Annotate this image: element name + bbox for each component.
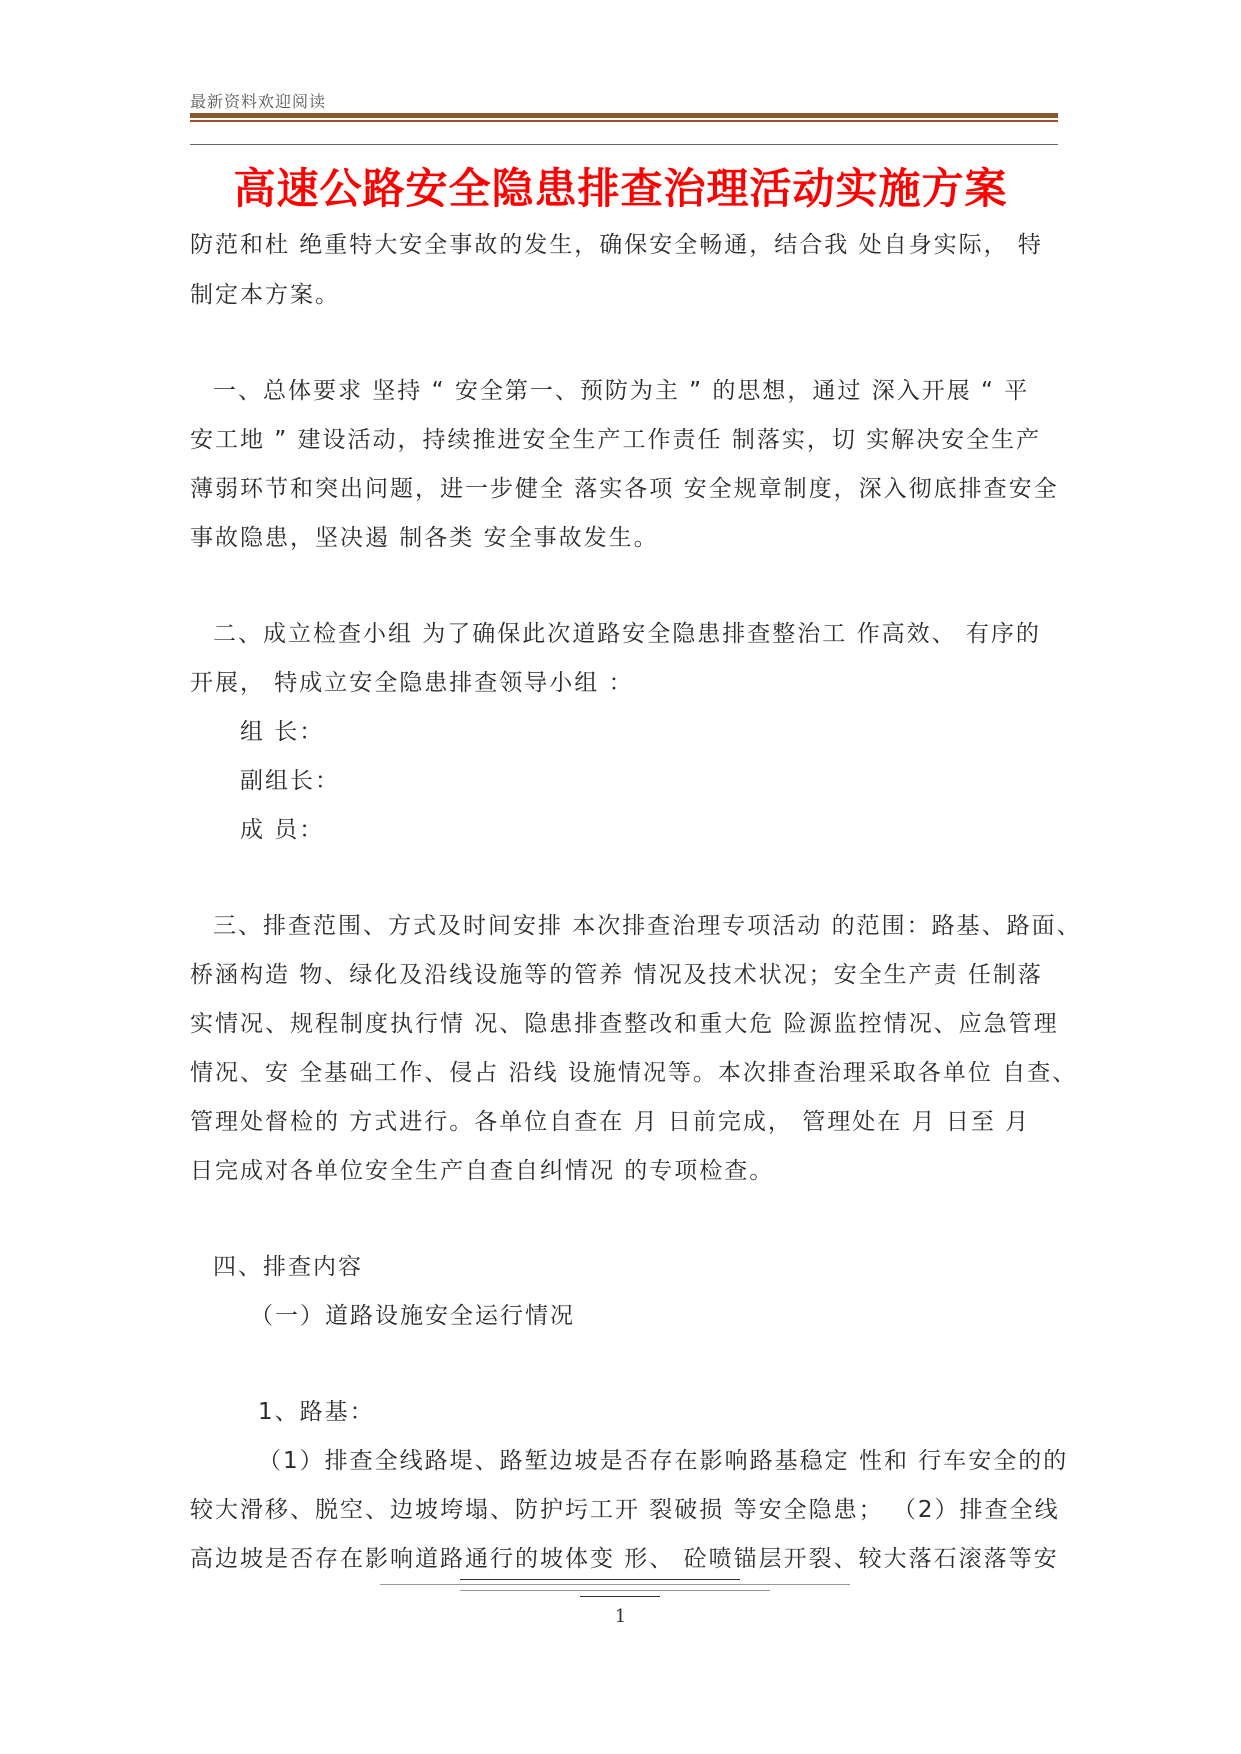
body-line: 安工地 ” 建设活动，持续推进安全生产工作责任 制落实，切 实解决安全生产 <box>190 427 1042 453</box>
body-line: （1）排查全线路堤、路堑边坡是否存在影响路基稳定 性和 行车安全的的 <box>258 1448 1069 1474</box>
body-line: 事故隐患，坚决遏 制各类 安全事故发生。 <box>190 525 659 551</box>
group-leader-line: 组 长： <box>240 719 325 745</box>
footer-rule <box>580 1596 660 1597</box>
body-line: 实情况、规程制度执行情 况、隐患排查整改和重大危 险源监控情况、应急管理 <box>190 1011 1059 1037</box>
members-line: 成 员： <box>240 817 325 843</box>
section-heading: 四、排查内容 <box>213 1254 363 1280</box>
section-heading: 一、总体要求 坚持 “ 安全第一、预防为主 ” 的思想，通过 深入开展 “ 平 <box>213 378 1030 404</box>
header-rule-thick <box>190 113 1058 118</box>
footer-rule <box>460 1579 740 1580</box>
item-heading: 1、路基： <box>258 1399 375 1425</box>
deputy-leader-line: 副组长： <box>240 768 340 794</box>
document-title: 高速公路安全隐患排查治理活动实施方案 <box>233 164 1008 213</box>
body-line: 高边坡是否存在影响道路通行的坡体变 形、 砼喷锚层开裂、较大落石滚落等安 <box>190 1546 1059 1572</box>
page-number: 1 <box>614 1606 627 1627</box>
body-line: 较大滑移、脱空、边坡垮塌、防护圬工开 裂破损 等安全隐患； （2）排查全线 <box>190 1497 1060 1523</box>
section-heading: 二、成立检查小组 为了确保此次道路安全隐患排查整治工 作高效、 有序的 <box>213 621 1041 647</box>
header-rule-thin <box>190 120 1058 122</box>
body-line: 开展， 特成立安全隐患排查领导小组 ： <box>190 670 634 696</box>
header-rule-bottom <box>190 144 1058 145</box>
section-heading: 三、排查范围、方式及时间安排 本次排查治理专项活动 的范围：路基、路面、 <box>213 913 1082 939</box>
body-line: 日完成对各单位安全生产自查自纠情况 的专项检查。 <box>190 1158 775 1184</box>
body-line: 情况、安 全基础工作、侵占 沿线 设施情况等。本次排查治理采取各单位 自查、 <box>190 1060 1078 1086</box>
footer-rule <box>380 1584 850 1585</box>
body-line: 薄弱环节和突出问题，进一步健全 落实各项 安全规章制度，深入彻底排查安全 <box>190 476 1059 502</box>
subsection-heading: （一）道路设施安全运行情况 <box>250 1303 575 1329</box>
body-line: 桥涵构造 物、绿化及沿线设施等的管养 情况及技术状况；安全生产责 任制落 <box>190 962 1043 988</box>
footer-rule <box>460 1590 770 1591</box>
body-line: 防范和杜 绝重特大安全事故的发生，确保安全畅通，结合我 处自身实际， 特 <box>190 232 1043 258</box>
body-line: 制定本方案。 <box>190 282 340 308</box>
body-line: 管理处督检的 方式进行。各单位自查在 月 日前完成， 管理处在 月 日至 月 <box>190 1109 1031 1135</box>
header-text: 最新资料欢迎阅读 <box>190 92 327 111</box>
